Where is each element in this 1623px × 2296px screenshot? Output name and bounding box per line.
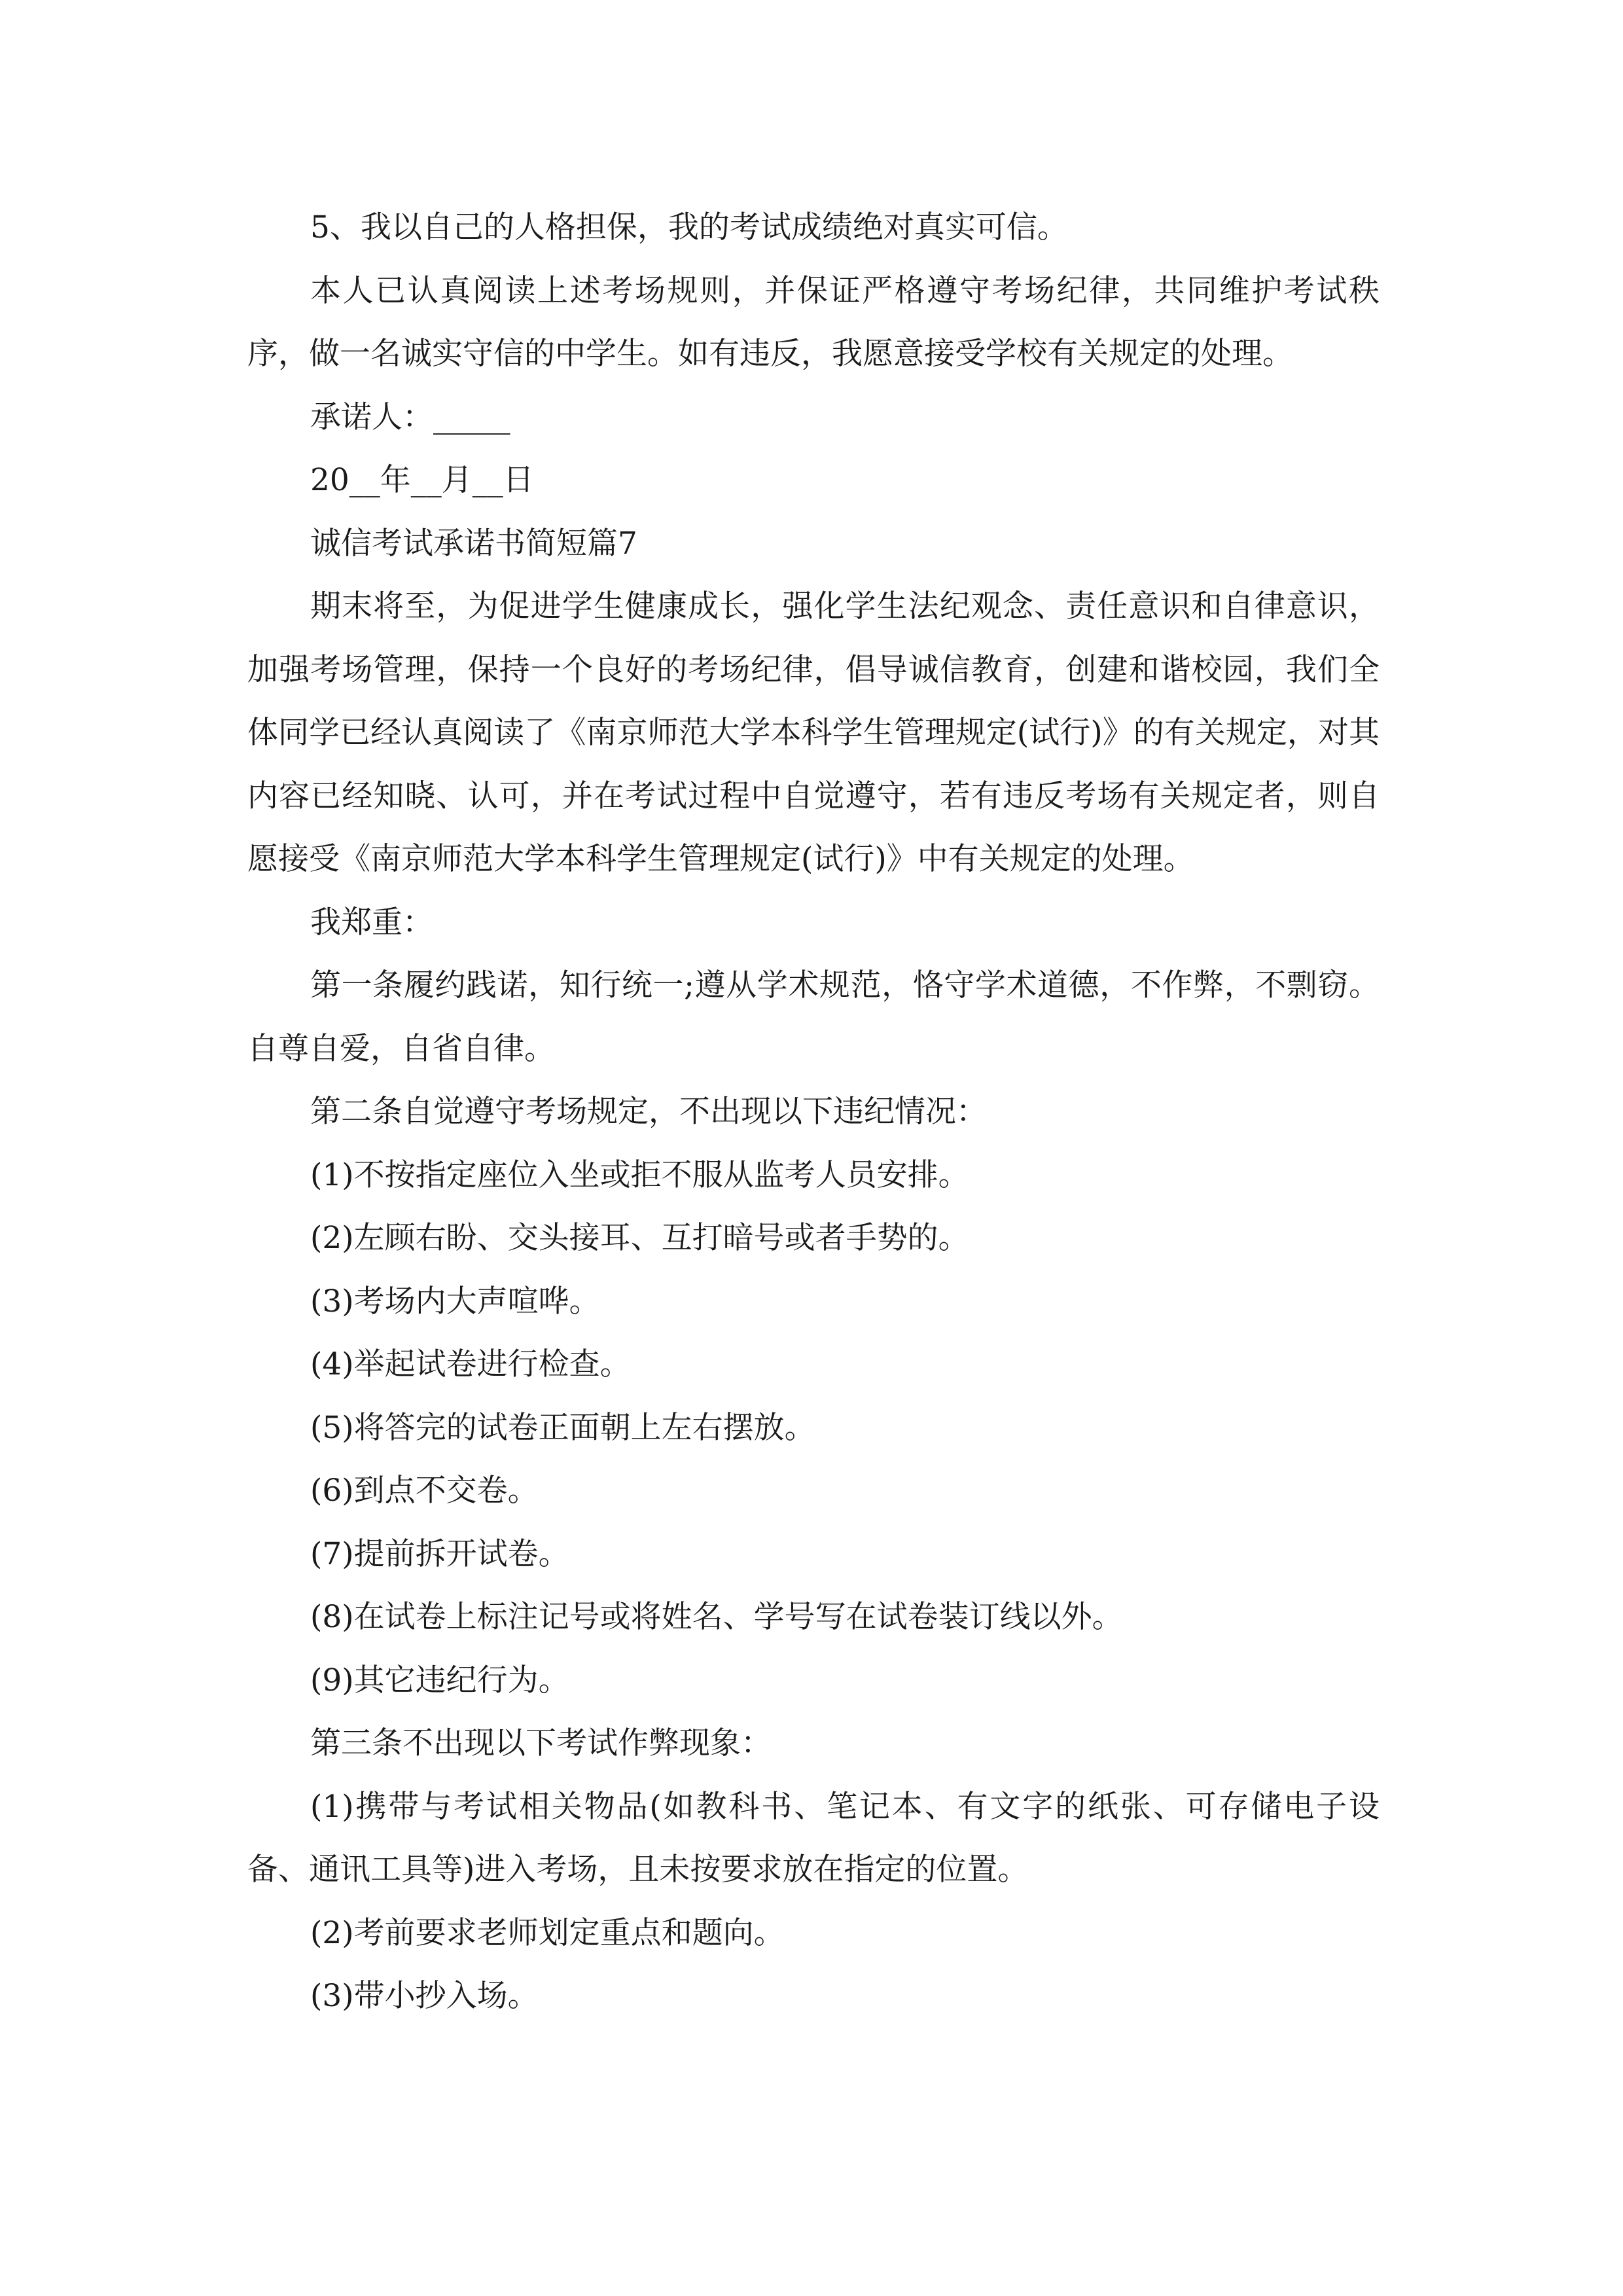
article-2-item-7: (7)提前拆开试卷。 xyxy=(310,1535,569,1572)
article-3-item-3: (3)带小抄入场。 xyxy=(310,1978,539,2014)
article-2-item-3: (3)考场内大声喧哗。 xyxy=(310,1283,600,1319)
article-2-item-6: (6)到点不交卷。 xyxy=(310,1473,539,1509)
pledge-statement: 本人已认真阅读上述考场规则，并保证严格遵守考场纪律，共同维护考试秩序，做一名诚实守信的中学生。如有违反，我愿意接受学校有关规定的处理。 xyxy=(247,272,1380,372)
pledge-item-5: 5、我以自己的人格担保，我的考试成绩绝对真实可信。 xyxy=(310,209,1068,245)
article-2-item-8: (8)在试卷上标注记号或将姓名、学号写在试卷装订线以外。 xyxy=(310,1599,1123,1635)
intro-paragraph: 期末将至，为促进学生健康成长，强化学生法纪观念、责任意识和自律意识，加强考场管理，保持一个良好的考场纪律，倡导诚信教育，创建和谐校园，我们全体同学已经认真阅读了《南京师范大学本科学生管理规定(试行)》的有关规定，对其内容已经知晓、认可，并在考试过程中自觉遵守，若有违反考场有关规定者，则自愿接受《南京师范大学本科学生管理规定(试行)》中有关规定的处理。 xyxy=(247,588,1380,877)
article-3-heading: 第三条不出现以下考试作弊现象： xyxy=(310,1725,772,1761)
article-3-item-2: (2)考前要求老师划定重点和题向。 xyxy=(310,1914,785,1951)
article-2-item-1: (1)不按指定座位入坐或拒不服从监考人员安排。 xyxy=(310,1157,969,1193)
article-2-item-5: (5)将答完的试卷正面朝上左右摆放。 xyxy=(310,1409,815,1446)
article-2-item-9: (9)其它违纪行为。 xyxy=(310,1662,569,1698)
date-line: 20__年__月__日 xyxy=(310,462,534,498)
article-3-item-1: (1)携带与考试相关物品(如教科书、笔记本、有文字的纸张、可存储电子设备、通讯工具等)进入考场，且未按要求放在指定的位置。 xyxy=(247,1788,1380,1888)
document-body xyxy=(247,196,1380,2028)
section-title: 诚信考试承诺书简短篇7 xyxy=(310,525,637,562)
article-2-heading: 第二条自觉遵守考场规定，不出现以下违纪情况： xyxy=(310,1094,987,1130)
solemn-line: 我郑重： xyxy=(310,904,433,941)
signer-line: 承诺人：_____ xyxy=(310,399,510,435)
article-2-item-4: (4)举起试卷进行检查。 xyxy=(310,1346,631,1382)
article-1: 第一条履约践诺，知行统一;遵从学术规范，恪守学术道德，不作弊，不剽窃。自尊自爱，自省自律。 xyxy=(247,967,1380,1067)
article-2-item-2: (2)左顾右盼、交头接耳、互打暗号或者手势的。 xyxy=(310,1220,969,1256)
